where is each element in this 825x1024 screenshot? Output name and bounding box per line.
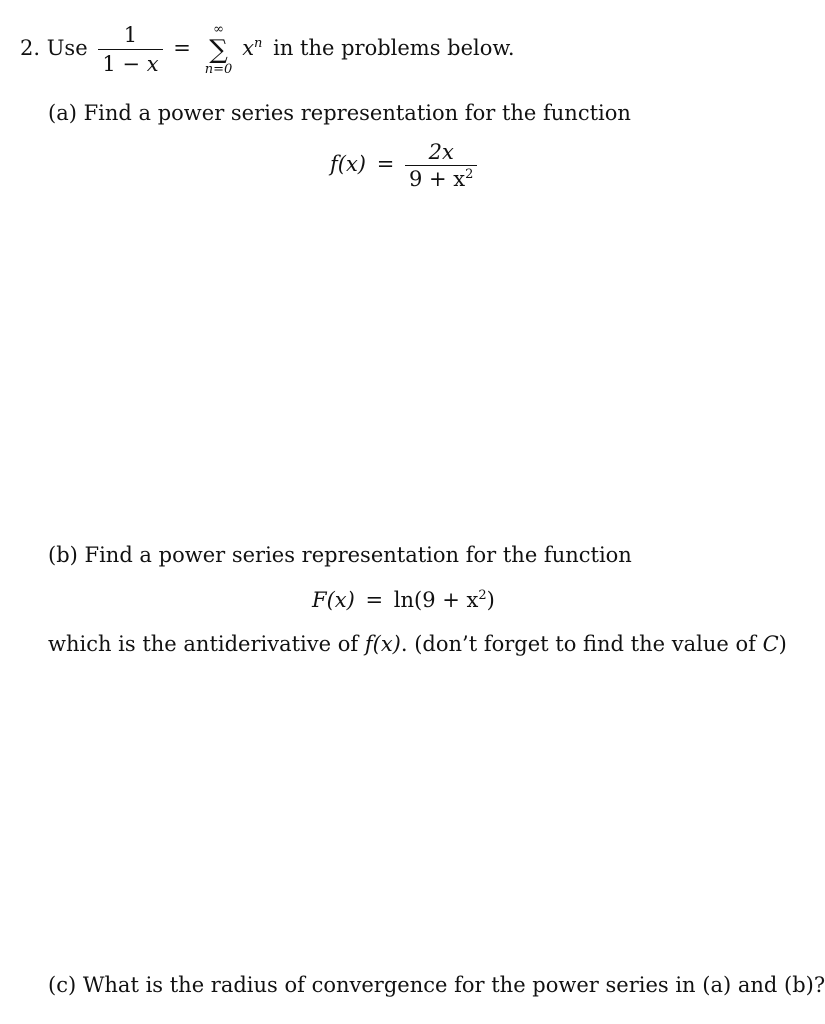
part-a-denominator: $9 + x^2$: [409, 167, 474, 191]
problem-statement: [20, 22, 515, 77]
part-b-label: (b) Find a power series representation for the function: [48, 543, 632, 567]
part-b-lhs: F(x): [312, 588, 355, 612]
part-b-equation: [312, 588, 495, 612]
given-denominator: 1 − x: [102, 52, 159, 76]
term-base: x: [242, 36, 255, 60]
term-exponent: n: [254, 36, 263, 51]
part-a-numerator: 2x: [428, 140, 454, 164]
note-function: f(x): [364, 632, 401, 656]
problem-number: 2.: [20, 36, 41, 60]
fraction-bar: [98, 49, 162, 50]
given-fraction: [98, 22, 162, 77]
summation: [202, 23, 236, 77]
intro-tail: in the problems below.: [273, 36, 515, 60]
part-a-label: (a) Find a power series representation for the function: [48, 101, 631, 125]
equals-sign: =: [173, 36, 191, 60]
sum-upper-limit: ∞: [213, 21, 224, 37]
part-a-fraction: [405, 140, 477, 191]
fraction-bar: [405, 165, 477, 166]
note-constant: C: [762, 632, 779, 656]
sum-symbol: ∑: [209, 34, 228, 65]
part-a-equation: [330, 140, 477, 191]
part-b-note: which is the antiderivative of f(x). (don’t forget to find the value of C): [48, 632, 787, 656]
part-c-label: (c) What is the radius of convergence for the power series in (a) and (b)?: [48, 973, 825, 997]
sum-lower-limit: n=0: [204, 61, 233, 77]
part-a-lhs: f(x): [330, 152, 367, 176]
part-b-rhs: $\ln(9 + x^2)$: [393, 588, 495, 612]
part-a-equals: =: [376, 152, 395, 176]
part-b-equals: =: [365, 588, 384, 612]
given-numerator: 1: [123, 23, 138, 47]
intro-word: Use: [46, 36, 88, 60]
